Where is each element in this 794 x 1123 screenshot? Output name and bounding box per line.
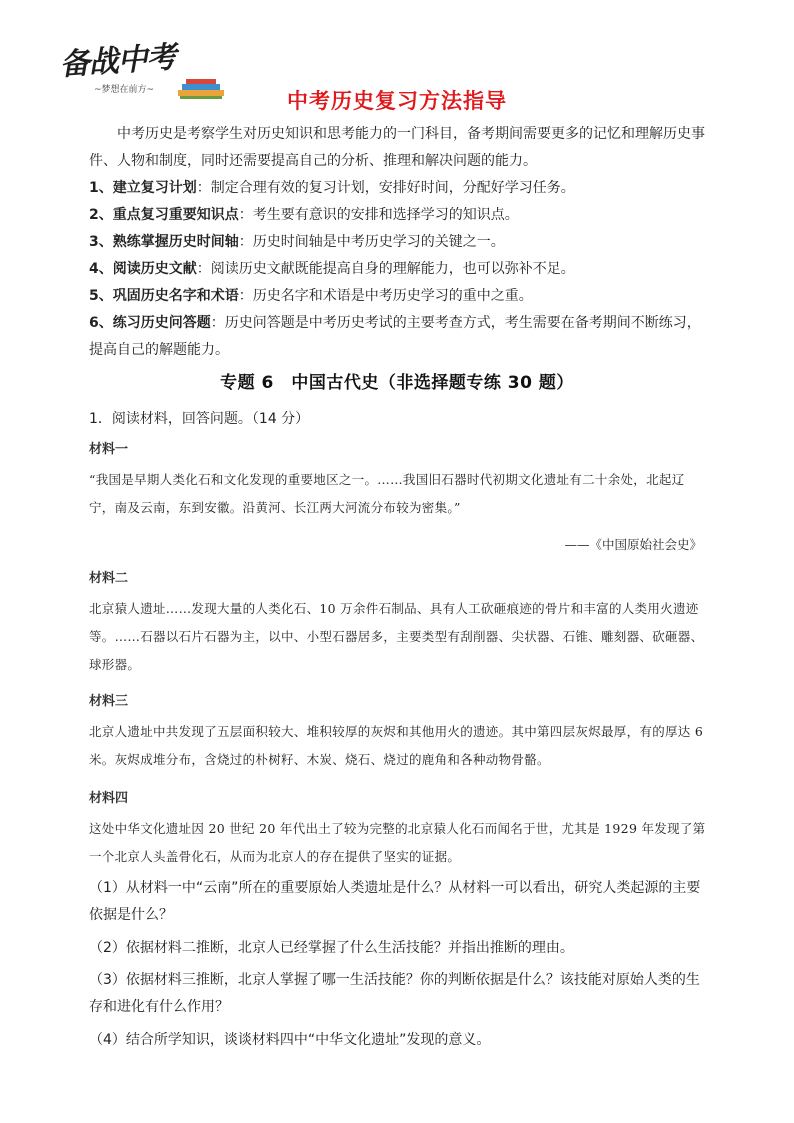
material-label: 材料四 [89,791,129,806]
step-item [89,175,709,202]
question-1: 1．阅读材料，回答问题。（14 分） [89,411,310,427]
material-label: 材料一 [89,442,129,457]
step-label: 5、巩固历史名字和术语 [89,288,239,304]
step-item [89,283,709,310]
step-label: 1、建立复习计划 [89,180,197,196]
step-item [89,256,709,283]
material-text: “我国是早期人类化石和文化发现的重要地区之一。……我国旧石器时代初期文化遗址有二十余处，北起辽宁，南及云南，东到安徽。沿黄河、长江两大河流分布较为密集。” [89,472,685,515]
sub-question: （4）结合所学知识，谈谈材料四中“中华文化遗址”发现的意义。 [89,1032,491,1048]
material-text: 北京猿人遗址……发现大量的人类化石、10 万余件石制品、具有人工砍砸痕迹的骨片和丰富的人类用火遗迹等。……石器以石片石器为主，以中、小型石器居多，主要类型有刮削器、尖状器、石锥、雕刻器、砍砸器、球形器。 [89,601,704,672]
logo-subtitle: ~梦想在前方~ [94,85,155,95]
step-text: ：制定合理有效的复习计划，安排好时间，分配好学习任务。 [196,180,575,196]
sub-question: （2）依据材料二推断，北京人已经掌握了什么生活技能？并指出推断的理由。 [89,940,574,956]
step-label: 2、重点复习重要知识点 [89,207,239,223]
step-text: ：考生要有意识的安排和选择学习的知识点。 [238,207,519,223]
step-text: ：阅读历史文献既能提高自身的理解能力，也可以弥补不足。 [196,261,575,277]
step-item [89,202,709,229]
step-text: ：历史问答题是中考历史考试的主要考查方式，考生需要在备考期间不断练习，提高自己的解题能力。 [89,315,701,358]
material-text: 这处中华文化遗址因 20 世纪 20 年代出土了较为完整的北京猿人化石而闻名于世，尤其是 1929 年发现了第一个北京人头盖骨化石，从而为北京人的存在提供了坚实的证据。 [89,821,706,864]
page-title: 中考历史复习方法指导 [287,89,507,113]
step-label: 3、熟练掌握历史时间轴 [89,234,239,250]
material-label: 材料三 [89,694,129,709]
sub-question: （3）依据材料三推断，北京人掌握了哪一生活技能？你的判断依据是什么？该技能对原始人类的生存和进化有什么作用？ [89,972,700,1015]
intro-paragraph [89,121,709,175]
step-label: 6、练习历史问答题 [89,315,211,331]
section-title: 专题 6 中国古代史（非选择题专练 30 题） [220,373,574,393]
step-label: 4、阅读历史文献 [89,261,197,277]
material-source: ——《中国原始社会史》 [564,537,702,552]
step-text: ：历史名字和术语是中考历史学习的重中之重。 [238,288,533,304]
material-label: 材料二 [89,571,129,586]
step-item [89,310,709,364]
sub-question: （1）从材料一中“云南”所在的重要原始人类遗址是什么？从材料一可以看出，研究人类起源的主要依据是什么？ [89,880,701,923]
intro-text: 中考历史是考察学生对历史知识和思考能力的一门科目，备考期间需要更多的记忆和理解历史事件、人物和制度，同时还需要提高自己的分析、推理和解决问题的能力。 [89,126,705,169]
step-item [89,229,709,256]
logo-text: 备战中考 [58,39,177,83]
material-text: 北京人遗址中共发现了五层面积较大、堆积较厚的灰烬和其他用火的遗迹。其中第四层灰烬最厚，有的厚达 6 米。灰烬成堆分布，含烧过的朴树籽、木炭、烧石、烧过的鹿角和各种动物骨骼。 [89,724,704,767]
step-text: ：历史时间轴是中考历史学习的关键之一。 [238,234,505,250]
